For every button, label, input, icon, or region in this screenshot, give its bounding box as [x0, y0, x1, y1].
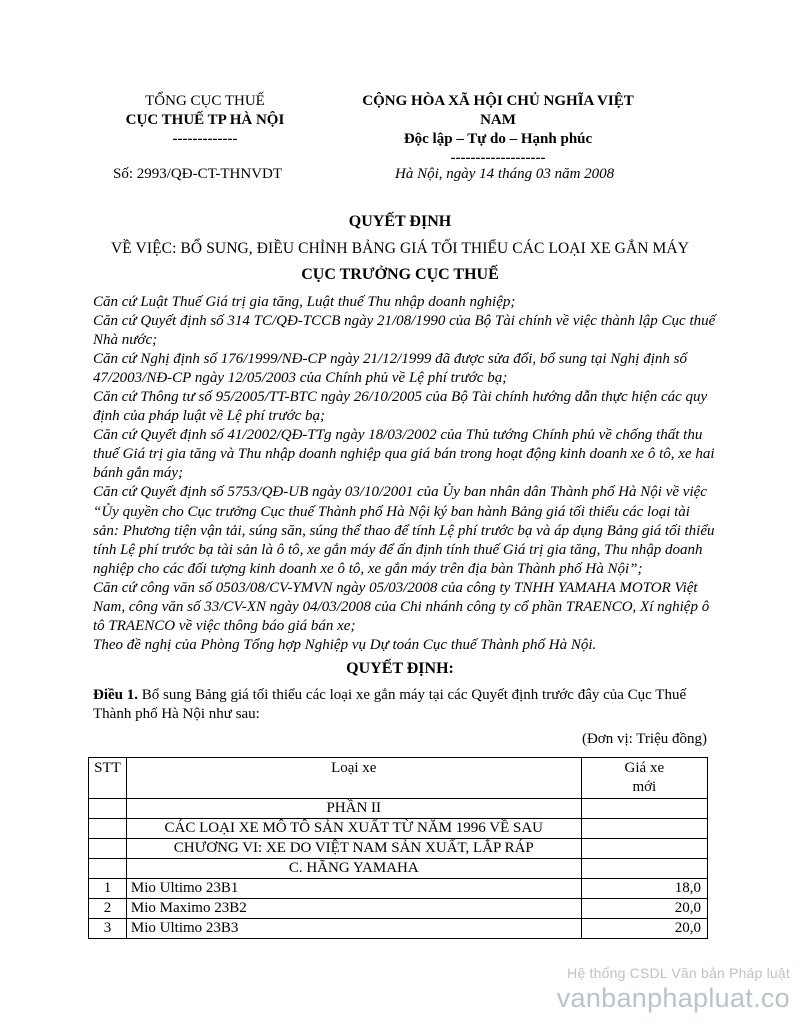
article-1 — [93, 686, 713, 724]
header-new-price — [581, 758, 707, 799]
decision-subject: VỀ VIỆC: BỔ SUNG, ĐIỀU CHỈNH BẢNG GIÁ TỐI THIỂU CÁC LOẠI XE GẮN MÁY — [110, 240, 690, 257]
row-stt: 2 — [89, 899, 127, 919]
row-price: 20,0 — [581, 899, 707, 919]
article-1-label: Điều 1. — [93, 687, 138, 703]
motto: Độc lập – Tự do – Hạnh phúc — [403, 131, 593, 147]
header-new-price-line2: mới — [632, 779, 657, 795]
document-number: Số: 2993/QĐ-CT-THNVDT — [113, 166, 283, 182]
row-stt: 1 — [89, 879, 127, 899]
header-vehicle-type: Loại xe — [126, 758, 581, 799]
legal-basis-item: Căn cứ Nghị định số 176/1999/NĐ-CP ngày 21/12/1999 đã được sửa đổi, bổ sung tại Nghị định số 47/2003/NĐ-CP ngày 12/05/2003 của Chính phủ về Lệ phí trước bạ; — [93, 351, 687, 387]
section-label: CÁC LOẠI XE MÔ TÔ SẢN XUẤT TỪ NĂM 1996 VỀ SAU — [126, 819, 581, 839]
motto-rule: ------------------- — [450, 150, 546, 166]
watermark-line1: Hệ thống CSDL Văn bản Pháp luật — [567, 965, 790, 981]
row-vehicle-name: Mio Maximo 23B2 — [126, 899, 581, 919]
country-name-line1: CỘNG HÒA XÃ HỘI CHỦ NGHĨA VIỆT — [362, 93, 634, 109]
header-stt: STT — [89, 758, 127, 799]
header-country-block — [328, 92, 668, 168]
table-row — [89, 919, 708, 939]
issuer-title: CỤC TRƯỞNG CỤC THUẾ — [301, 266, 499, 283]
decision-title: QUYẾT ĐỊNH — [348, 213, 452, 230]
country-name-line2: NAM — [480, 112, 516, 128]
section-label: PHẦN II — [126, 799, 581, 819]
agency-name: CỤC THUẾ TP HÀ NỘI — [125, 112, 285, 128]
section-label: C. HÃNG YAMAHA — [126, 859, 581, 879]
document-date: Hà Nội, ngày 14 tháng 03 năm 2008 — [395, 166, 615, 182]
price-table — [88, 757, 708, 939]
row-price: 20,0 — [581, 919, 707, 939]
table-section-row — [89, 839, 708, 859]
row-vehicle-name: Mio Ultimo 23B1 — [126, 879, 581, 899]
table-row — [89, 899, 708, 919]
row-price: 18,0 — [581, 879, 707, 899]
article-1-text: Bổ sung Bảng giá tối thiểu các loại xe gắn máy tại các Quyết định trước đây của Cục Thuế Thành phố Hà Nội như sau: — [93, 687, 687, 722]
watermark-line2: vanbanphapluat.co — [556, 983, 790, 1013]
table-section-row — [89, 819, 708, 839]
table-header-row — [89, 758, 708, 799]
legal-basis-item: Căn cứ Quyết định số 314 TC/QĐ-TCCB ngày 21/08/1990 của Bộ Tài chính về việc thành lập Cục thuế Nhà nước; — [93, 313, 716, 349]
section-label: CHƯƠNG VI: XE DO VIỆT NAM SẢN XUẤT, LẮP RÁP — [126, 839, 581, 859]
decision-heading: QUYẾT ĐỊNH: — [346, 660, 454, 677]
legal-basis-item: Theo đề nghị của Phòng Tổng hợp Nghiệp vụ Dự toán Cục thuế Thành phố Hà Nội. — [93, 636, 597, 653]
watermark — [490, 965, 790, 1014]
table-row — [89, 879, 708, 899]
agency-rule: ------------- — [172, 131, 238, 147]
legal-bases — [93, 293, 718, 655]
legal-basis-item: Căn cứ Quyết định số 5753/QĐ-UB ngày 03/10/2001 của Ủy ban nhân dân Thành phố Hà Nội về việc “Ủy quyền cho Cục trưởng Cục thuế Thành phố Hà Nội ký ban hành Bảng giá tối thiểu các loại tài sản: Phương tiện vận tải, súng săn, súng thể thao để tính Lệ phí trước bạ và áp dụng Bảng giá tối thiểu tính Lệ phí trước bạ tài sản là ô tô, xe gắn máy để ấn định tính thuế Giá trị gia tăng, Thu nhập doanh nghiệp cho các đối tượng kinh doanh xe ô tô, xe gắn máy trên địa bàn Thành phố Hà Nội”; — [93, 484, 715, 577]
legal-basis-item: Căn cứ Luật Thuế Giá trị gia tăng, Luật thuế Thu nhập doanh nghiệp; — [93, 294, 516, 310]
agency-top: TỔNG CỤC THUẾ — [145, 93, 265, 109]
table-section-row — [89, 859, 708, 879]
legal-basis-item: Căn cứ công văn số 0503/08/CV-YMVN ngày 05/03/2008 của công ty TNHH YAMAHA MOTOR Việt Nam, công văn số 33/CV-XN ngày 04/03/2008 của Chi nhánh công ty cổ phần TRAENCO, Xí nghiệp ô tô TRAENCO về việc thông báo giá bán xe; — [93, 579, 710, 634]
legal-basis-item: Căn cứ Quyết định số 41/2002/QĐ-TTg ngày 18/03/2002 của Thủ tướng Chính phủ về chống thất thu thuế Giá trị gia tăng và Thu nhập doanh nghiệp qua giá bán trong hoạt động kinh doanh xe ô tô, xe hai bánh gắn máy; — [93, 427, 715, 482]
header-agency-block — [100, 92, 310, 149]
unit-note: (Đơn vị: Triệu đồng) — [581, 731, 707, 747]
header-new-price-line1: Giá xe — [624, 760, 665, 776]
legal-basis-item: Căn cứ Thông tư số 95/2005/TT-BTC ngày 26/10/2005 của Bộ Tài chính hướng dẫn thực hiện các quy định của pháp luật về Lệ phí trước bạ; — [93, 389, 708, 425]
table-section-row — [89, 799, 708, 819]
row-vehicle-name: Mio Ultimo 23B3 — [126, 919, 581, 939]
row-stt: 3 — [89, 919, 127, 939]
